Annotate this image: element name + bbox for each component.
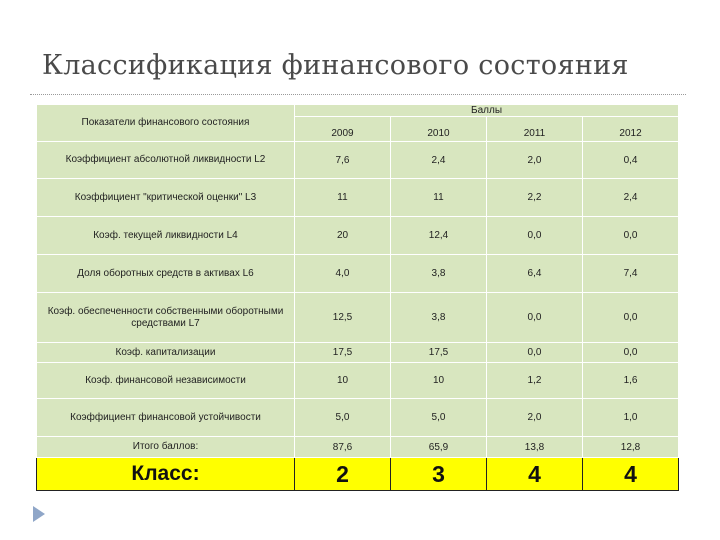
score-cell: 0,0 xyxy=(487,343,583,363)
row-label: Коэф. капитализации xyxy=(37,343,295,363)
class-cell: 4 xyxy=(487,458,583,491)
score-cell: 4,0 xyxy=(295,255,391,293)
score-cell: 7,6 xyxy=(295,142,391,179)
score-cell: 11 xyxy=(295,179,391,217)
score-cell: 20 xyxy=(295,217,391,255)
score-cell: 11 xyxy=(391,179,487,217)
class-cell: 2 xyxy=(295,458,391,491)
score-cell: 2,0 xyxy=(487,142,583,179)
title-divider xyxy=(30,94,686,95)
score-cell: 5,0 xyxy=(295,399,391,437)
score-cell: 3,8 xyxy=(391,293,487,343)
header-year: 2010 xyxy=(391,117,487,142)
totals-label: Итого баллов: xyxy=(37,437,295,458)
table-row xyxy=(37,293,679,343)
classification-table xyxy=(36,104,679,491)
score-cell: 1,0 xyxy=(583,399,679,437)
header-year: 2012 xyxy=(583,117,679,142)
score-cell: 0,0 xyxy=(487,293,583,343)
score-cell: 6,4 xyxy=(487,255,583,293)
totals-row xyxy=(37,437,679,458)
header-year: 2011 xyxy=(487,117,583,142)
score-cell: 0,0 xyxy=(583,217,679,255)
score-cell: 5,0 xyxy=(391,399,487,437)
score-cell: 0,0 xyxy=(583,343,679,363)
score-cell: 0,0 xyxy=(583,293,679,343)
header-year: 2009 xyxy=(295,117,391,142)
triangle-right-icon xyxy=(33,506,45,522)
score-cell: 12,5 xyxy=(295,293,391,343)
table-row xyxy=(37,363,679,399)
score-cell: 3,8 xyxy=(391,255,487,293)
table-row xyxy=(37,217,679,255)
table-row xyxy=(37,255,679,293)
row-label: Коэф. обеспеченности собственными оборотными средствами L7 xyxy=(37,293,295,343)
table-row xyxy=(37,343,679,363)
score-cell: 2,4 xyxy=(391,142,487,179)
table-row xyxy=(37,142,679,179)
total-cell: 12,8 xyxy=(583,437,679,458)
row-label: Коэф. финансовой независимости xyxy=(37,363,295,399)
score-cell: 10 xyxy=(295,363,391,399)
class-cell: 3 xyxy=(391,458,487,491)
score-cell: 2,4 xyxy=(583,179,679,217)
classification-table-container xyxy=(36,104,678,491)
score-cell: 2,0 xyxy=(487,399,583,437)
total-cell: 87,6 xyxy=(295,437,391,458)
score-cell: 10 xyxy=(391,363,487,399)
class-row xyxy=(37,458,679,491)
total-cell: 65,9 xyxy=(391,437,487,458)
page-title: Классификация финансового состояния xyxy=(42,50,629,81)
row-label: Коэффициент "критической оценки" L3 xyxy=(37,179,295,217)
class-label: Класс: xyxy=(37,458,295,491)
row-label: Доля оборотных средств в активах L6 xyxy=(37,255,295,293)
header-indicators: Показатели финансового состояния xyxy=(37,105,295,142)
score-cell: 17,5 xyxy=(295,343,391,363)
row-label: Коэффициент финансовой устойчивости xyxy=(37,399,295,437)
header-points-group: Баллы xyxy=(295,105,679,117)
row-label: Коэффициент абсолютной ликвидности L2 xyxy=(37,142,295,179)
class-cell: 4 xyxy=(583,458,679,491)
score-cell: 17,5 xyxy=(391,343,487,363)
table-row xyxy=(37,179,679,217)
score-cell: 1,6 xyxy=(583,363,679,399)
score-cell: 7,4 xyxy=(583,255,679,293)
table-row xyxy=(37,399,679,437)
row-label: Коэф. текущей ликвидности L4 xyxy=(37,217,295,255)
total-cell: 13,8 xyxy=(487,437,583,458)
score-cell: 1,2 xyxy=(487,363,583,399)
score-cell: 2,2 xyxy=(487,179,583,217)
score-cell: 12,4 xyxy=(391,217,487,255)
score-cell: 0,4 xyxy=(583,142,679,179)
score-cell: 0,0 xyxy=(487,217,583,255)
